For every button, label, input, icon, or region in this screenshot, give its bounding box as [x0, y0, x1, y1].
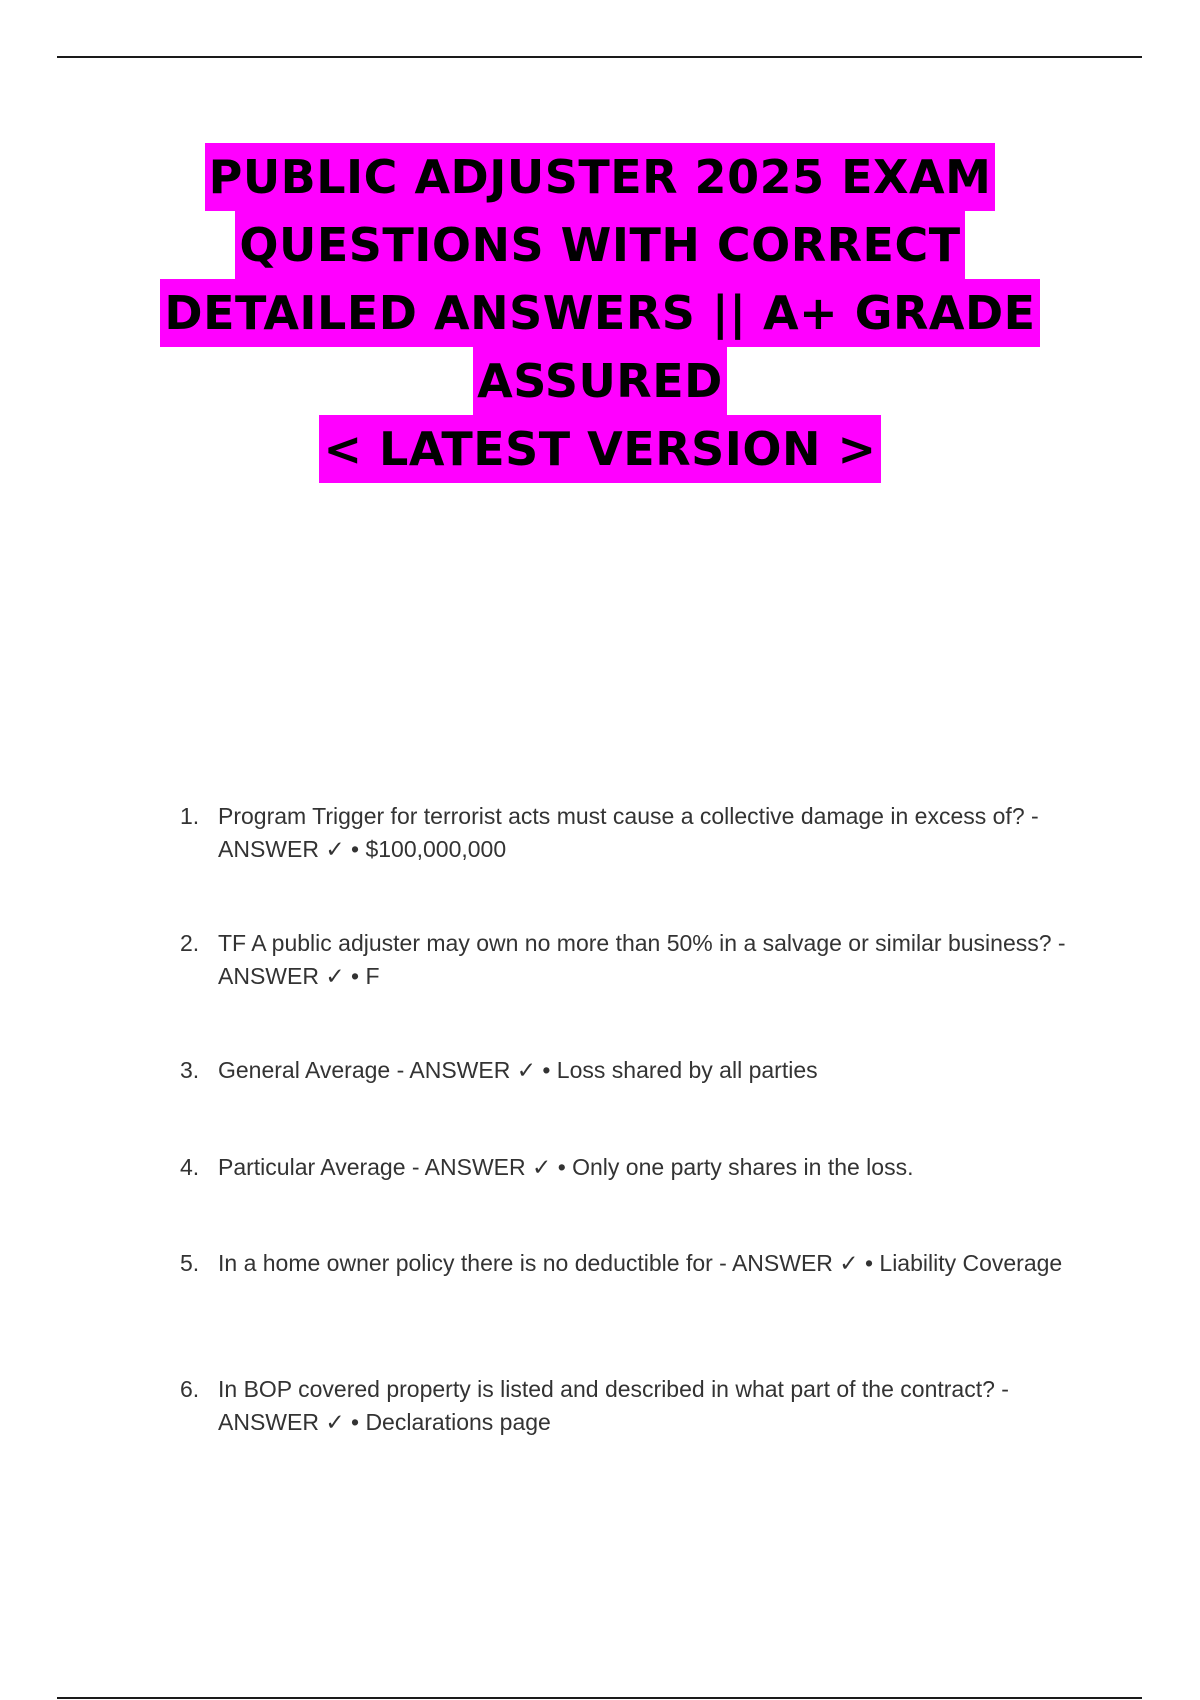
question-item [180, 1247, 1100, 1280]
question-number: 2. [180, 930, 200, 956]
question-number: 6. [180, 1376, 200, 1402]
bottom-rule [57, 1697, 1142, 1699]
title-line [0, 211, 1200, 279]
question-text: In a home owner policy there is no deductible for - ANSWER ✓ • Liability Coverage [218, 1250, 1063, 1276]
question-item [180, 800, 1100, 866]
question-text: General Average - ANSWER ✓ • Loss shared by all parties [218, 1057, 818, 1083]
title-line-text: < LATEST VERSION > [319, 415, 880, 483]
question-item [180, 1151, 1100, 1184]
question-text: In BOP covered property is listed and described in what part of the contract? - ANSWER ✓ • Declarations page [218, 1376, 1009, 1435]
title-line [0, 415, 1200, 483]
title-line-text: DETAILED ANSWERS || A+ GRADE [160, 279, 1039, 347]
question-text: Program Trigger for terrorist acts must cause a collective damage in excess of? - ANSWER ✓ • $100,000,000 [218, 803, 1039, 862]
question-number: 5. [180, 1250, 200, 1276]
top-rule [57, 56, 1142, 58]
title-line [0, 347, 1200, 415]
question-number: 4. [180, 1154, 200, 1180]
document-title [0, 143, 1200, 483]
question-item [180, 927, 1100, 993]
question-number: 1. [180, 803, 200, 829]
title-line [0, 143, 1200, 211]
question-text: Particular Average - ANSWER ✓ • Only one party shares in the loss. [218, 1154, 914, 1180]
question-text: TF A public adjuster may own no more than 50% in a salvage or similar business? - ANSWER ✓ • F [218, 930, 1066, 989]
question-item [180, 1054, 1100, 1087]
title-line-text: ASSURED [473, 347, 727, 415]
title-line [0, 279, 1200, 347]
title-line-text: PUBLIC ADJUSTER 2025 EXAM [205, 143, 996, 211]
title-line-text: QUESTIONS WITH CORRECT [235, 211, 964, 279]
question-item [180, 1373, 1100, 1439]
question-number: 3. [180, 1057, 200, 1083]
